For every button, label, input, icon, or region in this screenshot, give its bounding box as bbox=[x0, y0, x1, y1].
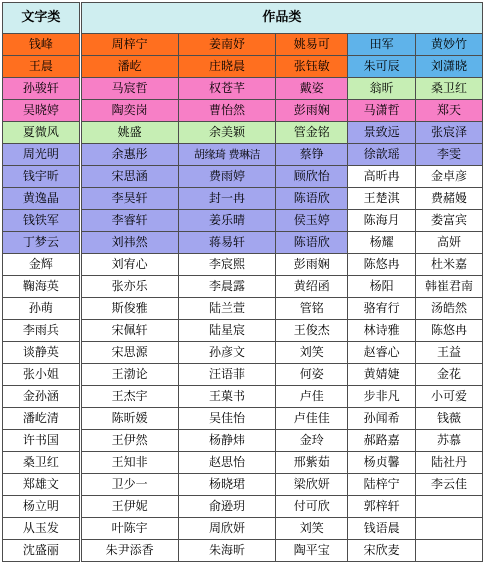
works-name bbox=[416, 518, 483, 540]
works-name: 彭雨娴 bbox=[276, 254, 348, 276]
works-name: 娄富宾 bbox=[416, 210, 483, 232]
table-row bbox=[3, 408, 483, 430]
works-name: 高昕冉 bbox=[348, 166, 416, 188]
works-name bbox=[416, 540, 483, 562]
works-name: 张亦乐 bbox=[80, 276, 178, 298]
table-row bbox=[3, 100, 483, 122]
works-name: 费雨婷 bbox=[178, 166, 276, 188]
works-name: 梁欣妍 bbox=[276, 474, 348, 496]
works-name: 庄晓晨 bbox=[178, 56, 276, 78]
table-row bbox=[3, 496, 483, 518]
works-name: 杨静炜 bbox=[178, 430, 276, 452]
works-name: 彭雨娴 bbox=[276, 100, 348, 122]
works-name: 李雯 bbox=[416, 144, 483, 166]
works-name: 赵睿心 bbox=[348, 342, 416, 364]
header-text-category: 文字类 bbox=[3, 3, 81, 34]
text-category-name: 钱铁军 bbox=[3, 210, 81, 232]
works-name: 权苍芊 bbox=[178, 78, 276, 100]
works-name: 陈昕媛 bbox=[80, 408, 178, 430]
works-name: 桑卫红 bbox=[416, 78, 483, 100]
works-name: 费赭嫚 bbox=[416, 188, 483, 210]
works-name: 管铭 bbox=[276, 298, 348, 320]
works-name: 孙闻希 bbox=[348, 408, 416, 430]
works-name: 宋欣麦 bbox=[348, 540, 416, 562]
works-name: 骆宥行 bbox=[348, 298, 416, 320]
works-name: 赵思怡 bbox=[178, 452, 276, 474]
works-name: 翁昕 bbox=[348, 78, 416, 100]
roster-table bbox=[2, 2, 483, 562]
works-name: 黄婧婕 bbox=[348, 364, 416, 386]
works-name: 郑天 bbox=[416, 100, 483, 122]
table-row bbox=[3, 122, 483, 144]
header-works-category: 作品类 bbox=[80, 3, 482, 34]
text-category-name: 从玉发 bbox=[3, 518, 81, 540]
works-name: 潘屹 bbox=[80, 56, 178, 78]
works-name: 卢佳佳 bbox=[276, 408, 348, 430]
works-name: 汤皓然 bbox=[416, 298, 483, 320]
text-category-name: 黄逸晶 bbox=[3, 188, 81, 210]
works-name: 陈语欣 bbox=[276, 188, 348, 210]
works-name: 钱薇 bbox=[416, 408, 483, 430]
table-row bbox=[3, 452, 483, 474]
works-name: 孙彦文 bbox=[178, 342, 276, 364]
works-name: 俞逊玥 bbox=[178, 496, 276, 518]
works-name: 王杰宇 bbox=[80, 386, 178, 408]
works-name: 叶陈宇 bbox=[80, 518, 178, 540]
table-row bbox=[3, 364, 483, 386]
table-row bbox=[3, 210, 483, 232]
works-name: 田军 bbox=[348, 34, 416, 56]
text-category-name: 杨立明 bbox=[3, 496, 81, 518]
table-row bbox=[3, 188, 483, 210]
works-name: 朱海昕 bbox=[178, 540, 276, 562]
works-name: 斯俊雅 bbox=[80, 298, 178, 320]
works-name: 刘潇晓 bbox=[416, 56, 483, 78]
works-name: 陈悠冉 bbox=[416, 320, 483, 342]
works-name: 金花 bbox=[416, 364, 483, 386]
works-name: 陆梓宁 bbox=[348, 474, 416, 496]
text-category-name: 丁梦云 bbox=[3, 232, 81, 254]
works-name: 宋思涵 bbox=[80, 166, 178, 188]
works-name: 刘宥心 bbox=[80, 254, 178, 276]
text-category-name: 潘屹清 bbox=[3, 408, 81, 430]
works-name: 王益 bbox=[416, 342, 483, 364]
table-row bbox=[3, 166, 483, 188]
text-category-name: 夏微风 bbox=[3, 122, 81, 144]
text-category-name: 吴晓婷 bbox=[3, 100, 81, 122]
works-name: 汪语菲 bbox=[178, 364, 276, 386]
text-category-name: 郑雄文 bbox=[3, 474, 81, 496]
works-name: 李睿轩 bbox=[80, 210, 178, 232]
works-name: 苏慕 bbox=[416, 430, 483, 452]
text-category-name: 许书国 bbox=[3, 430, 81, 452]
works-name: 马潇哲 bbox=[348, 100, 416, 122]
table-row bbox=[3, 254, 483, 276]
works-name: 何姿 bbox=[276, 364, 348, 386]
text-category-name: 张小姐 bbox=[3, 364, 81, 386]
works-name: 顾欣怡 bbox=[276, 166, 348, 188]
works-name: 李晨露 bbox=[178, 276, 276, 298]
table-row bbox=[3, 342, 483, 364]
works-name: 王伊然 bbox=[80, 430, 178, 452]
works-name: 高妍 bbox=[416, 232, 483, 254]
works-name: 钱语晨 bbox=[348, 518, 416, 540]
works-name bbox=[416, 496, 483, 518]
table-row bbox=[3, 276, 483, 298]
works-name: 姚盛 bbox=[80, 122, 178, 144]
works-name: 李云佳 bbox=[416, 474, 483, 496]
works-name: 徐歆瑶 bbox=[348, 144, 416, 166]
works-name: 宋思源 bbox=[80, 342, 178, 364]
text-category-name: 沈盛丽 bbox=[3, 540, 81, 562]
table-row bbox=[3, 298, 483, 320]
works-name: 陈悠冉 bbox=[348, 254, 416, 276]
text-category-name: 孙骏轩 bbox=[3, 78, 81, 100]
works-name: 曹怡然 bbox=[178, 100, 276, 122]
works-name: 郭梓轩 bbox=[348, 496, 416, 518]
text-category-name: 李雨兵 bbox=[3, 320, 81, 342]
works-name: 王渤论 bbox=[80, 364, 178, 386]
works-name: 吴佳怡 bbox=[178, 408, 276, 430]
works-name: 蒋易轩 bbox=[178, 232, 276, 254]
works-name: 王菓书 bbox=[178, 386, 276, 408]
works-name: 宋佩轩 bbox=[80, 320, 178, 342]
text-category-name: 金辉 bbox=[3, 254, 81, 276]
table-row bbox=[3, 540, 483, 562]
table-row bbox=[3, 56, 483, 78]
works-name: 杨贞馨 bbox=[348, 452, 416, 474]
text-category-name: 桑卫红 bbox=[3, 452, 81, 474]
works-name: 卫少一 bbox=[80, 474, 178, 496]
works-name: 小可爱 bbox=[416, 386, 483, 408]
table-row bbox=[3, 474, 483, 496]
works-name: 陆星宸 bbox=[178, 320, 276, 342]
works-name: 张钰敏 bbox=[276, 56, 348, 78]
works-name: 杜米嘉 bbox=[416, 254, 483, 276]
works-name: 邢紫茹 bbox=[276, 452, 348, 474]
works-name: 姜南妤 bbox=[178, 34, 276, 56]
works-name: 周梓宁 bbox=[80, 34, 178, 56]
header-row bbox=[3, 3, 483, 34]
works-name: 胡缘琦 费琳洁 bbox=[178, 144, 276, 166]
table-row bbox=[3, 232, 483, 254]
text-category-name: 金孙涵 bbox=[3, 386, 81, 408]
works-name: 李宸熙 bbox=[178, 254, 276, 276]
works-name: 陶奕岗 bbox=[80, 100, 178, 122]
works-name: 刘笑 bbox=[276, 518, 348, 540]
works-name: 林诗雅 bbox=[348, 320, 416, 342]
text-category-name: 鞠海英 bbox=[3, 276, 81, 298]
table-row bbox=[3, 78, 483, 100]
works-name: 戴姿 bbox=[276, 78, 348, 100]
works-name: 刘祎然 bbox=[80, 232, 178, 254]
text-category-name: 钱宇昕 bbox=[3, 166, 81, 188]
works-name: 刘笑 bbox=[276, 342, 348, 364]
works-name: 付可欣 bbox=[276, 496, 348, 518]
works-name: 陆社丹 bbox=[416, 452, 483, 474]
works-name: 马宸哲 bbox=[80, 78, 178, 100]
works-name: 姚易可 bbox=[276, 34, 348, 56]
table-row bbox=[3, 34, 483, 56]
works-name: 杨晓珺 bbox=[178, 474, 276, 496]
works-name: 陈语欣 bbox=[276, 232, 348, 254]
table-row bbox=[3, 386, 483, 408]
table-row bbox=[3, 518, 483, 540]
works-name: 朱尹添香 bbox=[80, 540, 178, 562]
works-name: 李昊轩 bbox=[80, 188, 178, 210]
works-name: 王伊妮 bbox=[80, 496, 178, 518]
works-name: 金玲 bbox=[276, 430, 348, 452]
table-row bbox=[3, 430, 483, 452]
works-name: 王楚淇 bbox=[348, 188, 416, 210]
works-name: 封一冉 bbox=[178, 188, 276, 210]
works-name: 朱可辰 bbox=[348, 56, 416, 78]
works-name: 陈海月 bbox=[348, 210, 416, 232]
works-name: 郝路嘉 bbox=[348, 430, 416, 452]
works-name: 王俊杰 bbox=[276, 320, 348, 342]
works-name: 卢佳 bbox=[276, 386, 348, 408]
works-name: 张宸泽 bbox=[416, 122, 483, 144]
works-name: 王知非 bbox=[80, 452, 178, 474]
text-category-name: 王晨 bbox=[3, 56, 81, 78]
works-name: 管金铭 bbox=[276, 122, 348, 144]
works-name: 周欣妍 bbox=[178, 518, 276, 540]
works-name: 韩崔君南 bbox=[416, 276, 483, 298]
works-name: 陶平宝 bbox=[276, 540, 348, 562]
text-category-name: 周光明 bbox=[3, 144, 81, 166]
table-row bbox=[3, 144, 483, 166]
works-name: 杨阳 bbox=[348, 276, 416, 298]
text-category-name: 谈静英 bbox=[3, 342, 81, 364]
works-name: 余惠彤 bbox=[80, 144, 178, 166]
table-row bbox=[3, 320, 483, 342]
text-category-name: 孙萌 bbox=[3, 298, 81, 320]
works-name: 陆兰萱 bbox=[178, 298, 276, 320]
works-name: 黄妙竹 bbox=[416, 34, 483, 56]
works-name: 侯玉婷 bbox=[276, 210, 348, 232]
works-name: 景致远 bbox=[348, 122, 416, 144]
works-name: 姜乐晴 bbox=[178, 210, 276, 232]
text-category-name: 钱峰 bbox=[3, 34, 81, 56]
works-name: 步非凡 bbox=[348, 386, 416, 408]
works-name: 余美颖 bbox=[178, 122, 276, 144]
works-name: 黄绍函 bbox=[276, 276, 348, 298]
works-name: 蔡铮 bbox=[276, 144, 348, 166]
works-name: 杨耀 bbox=[348, 232, 416, 254]
works-name: 金卓彦 bbox=[416, 166, 483, 188]
